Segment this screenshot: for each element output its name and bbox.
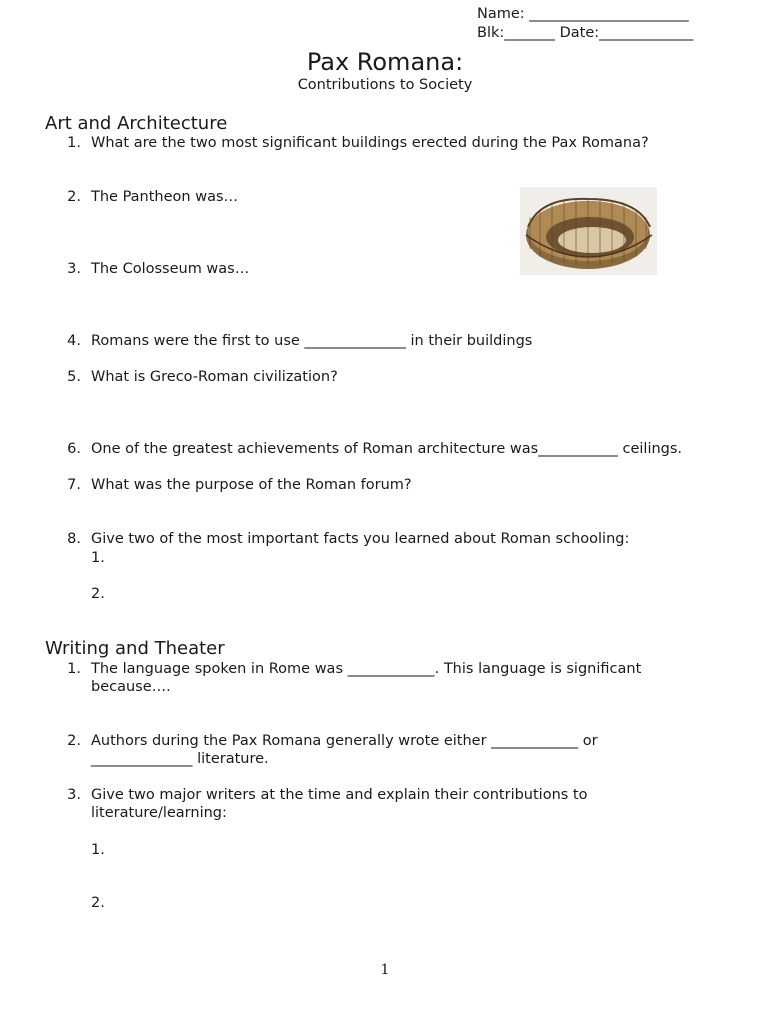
question-text: Give two major writers at the time and explain their contributions to (91, 787, 588, 803)
colosseum-image (520, 187, 657, 275)
question-number: 4. (67, 333, 81, 349)
answer-slot-number: 1. (91, 550, 105, 566)
question-text: The language spoken in Rome was ____________. This language is significant (91, 661, 642, 677)
answer-slot-number: 1. (91, 842, 105, 858)
question-number: 8. (67, 531, 81, 547)
blk-date-field-line: Blk:_______ Date:_____________ (477, 25, 694, 41)
question-text-continued: because…. (91, 679, 171, 695)
question-text: What is Greco-Roman civilization? (91, 369, 338, 385)
question-text: What are the two most significant buildings erected during the Pax Romana? (91, 135, 649, 151)
question-number: 2. (67, 733, 81, 749)
section-heading-art-architecture: Art and Architecture (45, 113, 228, 134)
section-heading-writing-theater: Writing and Theater (45, 638, 225, 659)
question-text: What was the purpose of the Roman forum? (91, 477, 412, 493)
page-number: 1 (380, 962, 390, 978)
question-number: 3. (67, 787, 81, 803)
question-number: 2. (67, 189, 81, 205)
page-title: Pax Romana: (306, 48, 464, 76)
answer-slot-number: 2. (91, 586, 105, 602)
question-text-continued: ______________ literature. (91, 751, 269, 767)
question-text: The Colosseum was… (91, 261, 250, 277)
answer-slot-number: 2. (91, 895, 105, 911)
question-number: 5. (67, 369, 81, 385)
question-number: 3. (67, 261, 81, 277)
question-text: One of the greatest achievements of Roman architecture was___________ ceilings. (91, 441, 683, 457)
question-number: 1. (67, 661, 81, 677)
name-field-line: Name: ______________________ (477, 6, 689, 22)
question-text-continued: literature/learning: (91, 805, 227, 821)
question-text: Romans were the first to use ______________ in their buildings (91, 333, 533, 349)
question-text: Authors during the Pax Romana generally wrote either ____________ or (91, 733, 598, 749)
page-subtitle: Contributions to Society (297, 77, 473, 93)
question-text: The Pantheon was… (91, 189, 239, 205)
question-text: Give two of the most important facts you learned about Roman schooling: (91, 531, 630, 547)
question-number: 7. (67, 477, 81, 493)
question-number: 6. (67, 441, 81, 457)
question-number: 1. (67, 135, 81, 151)
